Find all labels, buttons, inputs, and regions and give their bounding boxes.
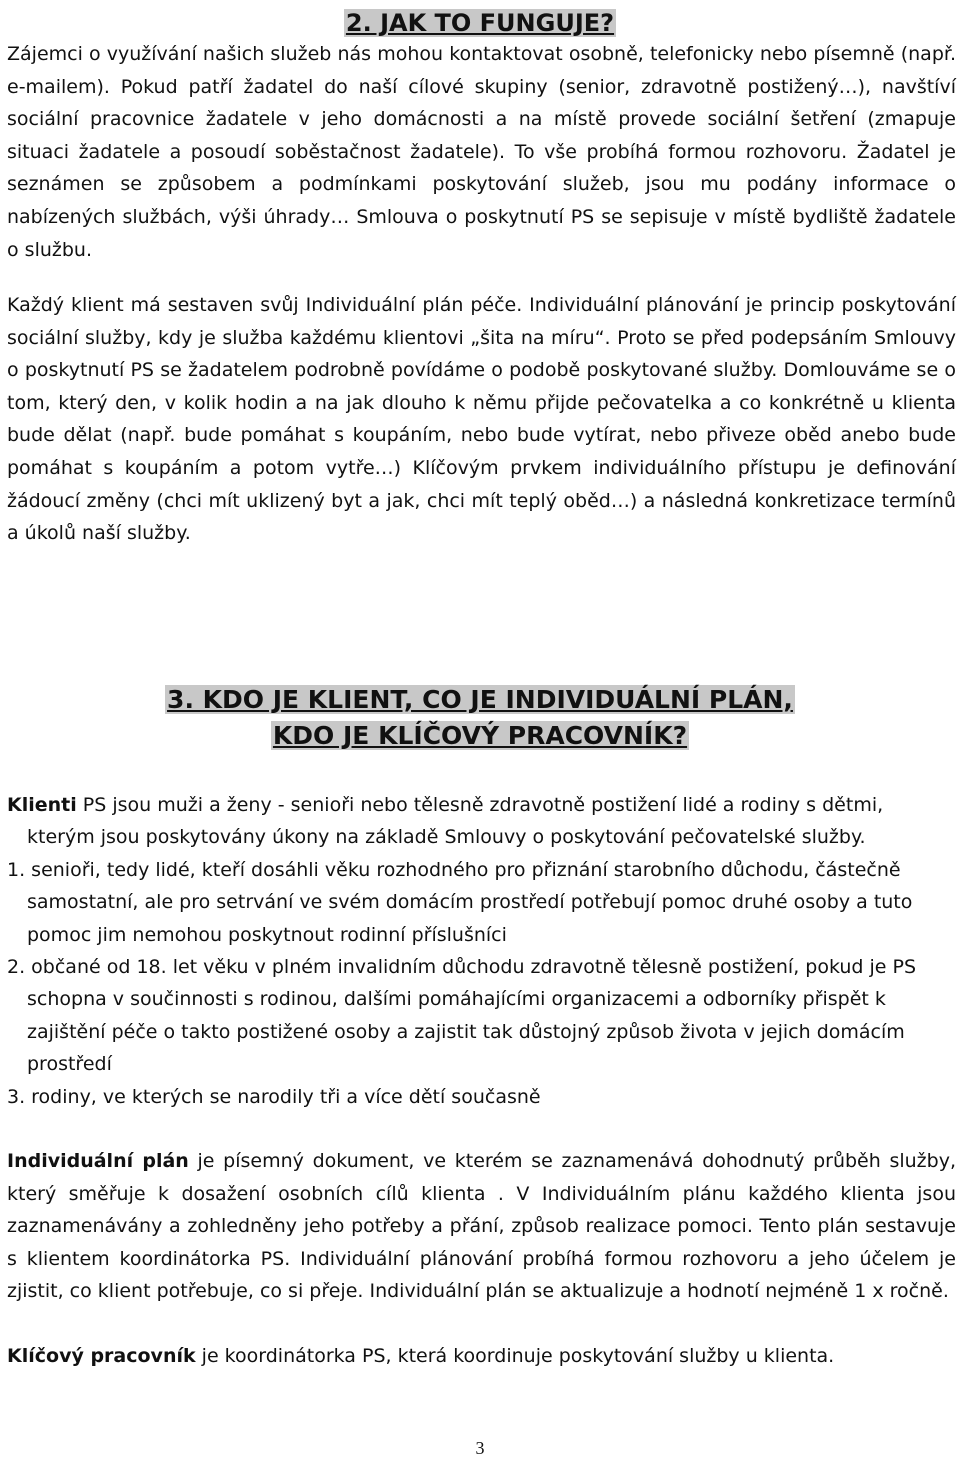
clients-text: PS jsou muži a ženy - senioři nebo tělesně zdravotně postižení lidé a rodiny s dětmi, kterým jsou poskytovány úkony na základě Smlouvy o poskytování pečovatelské služby.: [27, 794, 884, 849]
clients-term: Klienti: [7, 794, 77, 816]
section-2-paragraph-2: Každý klient má sestaven svůj Individuální plán péče. Individuální plánování je princip poskytování sociální služby, kdy je služba každému klientovi „šita na míru“. Proto se před podepsáním Smlouvy o poskytnutí PS se žadatelem podrobně povídáme o podobě poskytované služby. Domlouváme se o tom, který den, v kolik hodin a na jak dlouho k němu přijde pečovatelka a co konkrétně u klienta bude dělat (např. bude pomáhat s koupáním, nebo bude vytírat, nebo přiveze oběd anebo bude pomáhat s koupáním a potom vytře…) Klíčovým prvkem individuálního přístupu je definování žádoucí změny (chci mít uklizený byt a jak, chci mít teplý oběd…) a následná konkretizace termínů a úkolů naší služby.: [7, 294, 956, 545]
section-2-heading: [0, 6, 960, 40]
individual-plan-text: je písemný dokument, ve kterém se zaznamenává dohodnutý průběh služby, který směřuje k dosažení osobních cílů klienta . V Individuálním plánu každého klienta jsou zaznamenávány a zohledněny jeho potřeby a přání, způsob realizace pomoci. Tento plán sestavuje s klientem koordinátorka PS. Individuální plánování probíhá formou rozhovoru a jeho účelem je zjistit, co klient potřebuje, co si přeje. Individuální plán se aktualizuje a hodnotí nejméně 1 x ročně.: [7, 1150, 957, 1303]
section-3-heading: [0, 682, 960, 754]
section-3-heading-line-1: 3. KDO JE KLIENT, CO JE INDIVIDUÁLNÍ PLÁN,: [167, 685, 793, 714]
page-number: 3: [475, 1438, 485, 1458]
clients-list: [7, 789, 956, 1113]
clients-definition: [7, 789, 956, 854]
section-2-paragraph-1: Zájemci o využívání našich služeb nás mohou kontaktovat osobně, telefonicky nebo písemně (např. e-mailem). Pokud patří žadatel do naší cílové skupiny (senior, zdravotně postižený…), navštíví sociální pracovnice žadatele v jeho domácnosti a na místě provede sociální šetření (zmapuje situaci žadatele a posoudí soběstačnost žadatele). To vše probíhá formou rozhovoru. Žadatel je seznámen se způsobem a podmínkami poskytování služeb, jsou mu podány informace o nabízených službách, výši úhrady… Smlouva o poskytnutí PS se sepisuje v místě bydliště žadatele o službu.: [7, 43, 956, 261]
individual-plan-term: Individuální plán: [7, 1150, 189, 1172]
key-worker-paragraph: [7, 1340, 956, 1373]
section-3-heading-line-2: KDO JE KLÍČOVÝ PRACOVNÍK?: [272, 721, 688, 750]
key-worker-term: Klíčový pracovník: [7, 1345, 196, 1367]
list-item: 1. senioři, tedy lidé, kteří dosáhli věku rozhodného pro přiznání starobního důchodu, částečně samostatní, ale pro setrvání ve svém domácím prostředí potřebují pomoc druhé osoby a tuto pomoc jim nemohou poskytnout rodinní příslušníci: [7, 858, 913, 946]
list-item: 2. občané od 18. let věku v plném invalidním důchodu zdravotně tělesně postižení, pokud je PS schopna v součinnosti s rodinou, dalšími pomáhajícími organizacemi a odborníky přispět k zajištění péče o takto postižené osoby a zajistit tak důstojný způsob života v jejich domácím prostředí: [7, 956, 917, 1076]
individual-plan-paragraph: [7, 1145, 956, 1308]
list-item: 3. rodiny, ve kterých se narodily tři a více dětí současně: [7, 1085, 541, 1108]
section-2-heading-text: 2. JAK TO FUNGUJE?: [345, 9, 615, 37]
key-worker-text: je koordinátorka PS, která koordinuje poskytování služby u klienta.: [195, 1345, 835, 1367]
